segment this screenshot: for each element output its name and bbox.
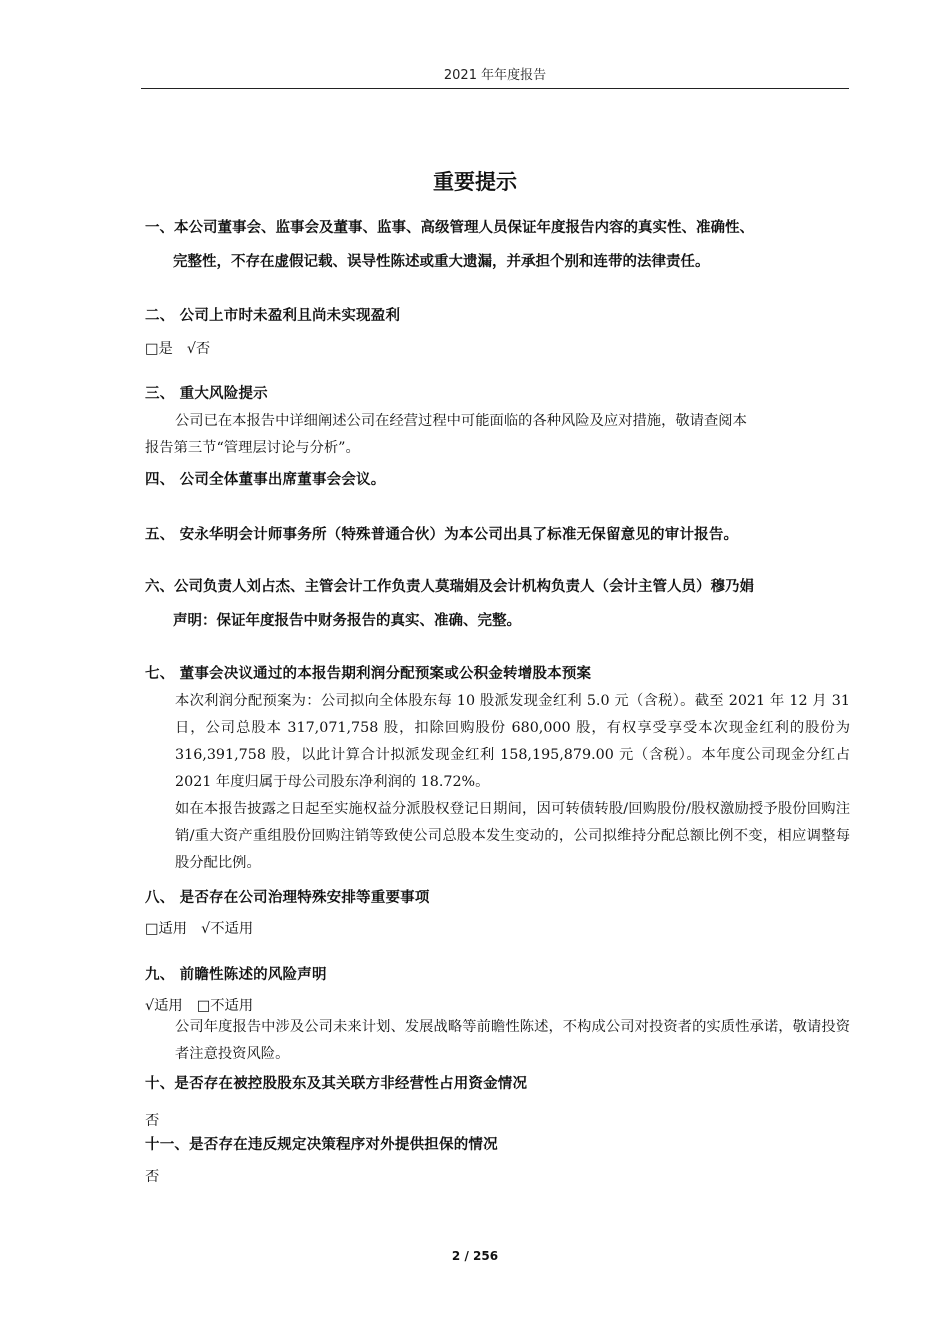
running-header: 2021 年年度报告 [443,68,547,83]
section-eleven-heading: 十一、是否存在违反规定决策程序对外提供担保的情况 [145,1137,498,1153]
section-one [145,211,851,279]
section-eleven-answer: 否 [145,1169,160,1185]
section-two-options [145,338,224,358]
header-divider [141,88,849,89]
section-eight-heading: 八、 是否存在公司治理特殊安排等重要事项 [145,890,430,906]
section-ten-answer: 否 [145,1113,160,1129]
option-applicable-checked: √适用 [145,998,183,1014]
section-six-line2: 声明：保证年度报告中财务报告的真实、准确、完整。 [173,613,521,629]
option-applicable-unchecked: □适用 [145,921,188,937]
option-not-applicable-checked: √不适用 [201,921,254,937]
section-four-heading: 四、 公司全体董事出席董事会会议。 [145,472,386,488]
section-six [145,570,851,638]
section-nine-body [145,1014,850,1068]
section-three-line1: 公司已在本报告中详细阐述公司在经营过程中可能面临的各种风险及应对措施，敬请查阅本 [175,413,747,429]
section-two-heading: 二、 公司上市时未盈利且尚未实现盈利 [145,308,401,324]
section-seven-body [145,688,850,877]
section-three-heading: 三、 重大风险提示 [145,386,268,402]
page-title: 重要提示 [433,170,517,194]
section-eight-options [145,918,267,938]
section-six-line1: 六、公司负责人刘占杰、主管会计工作负责人莫瑞娟及会计机构负责人（会计主管人员）穆乃娟 [145,579,754,595]
option-yes-unchecked: □是 [145,341,173,357]
section-three-body [145,408,850,462]
section-ten-heading: 十、是否存在被控股股东及其关联方非经营性占用资金情况 [145,1076,528,1092]
section-nine-heading: 九、 前瞻性陈述的风险声明 [145,967,327,983]
section-seven-para1: 本次利润分配预案为：公司拟向全体股东每 10 股派发现金红利 5.0 元（含税）。截至 2021 年 12 月 31 日，公司总股本 317,071,758 股，扣除回购股份 680,000 股，有权享受享受本次现金红利的股份为 316,391,758 股，以此计算合计拟派发现金红利 158,195,879.00 元（含税）。本年度公司现金分红占 2021 年度归属于母公司股东净利润的 18.72%。 [175,693,850,790]
section-five-heading: 五、 安永华明会计师事务所（特殊普通合伙）为本公司出具了标准无保留意见的审计报告。 [145,527,739,543]
section-seven-para2: 如在本报告披露之日起至实施权益分派股权登记日期间，因可转债转股/回购股份/股权激励授予股份回购注销/重大资产重组股份回购注销等致使公司总股本发生变动的，公司拟维持分配总额比例不变，相应调整每股分配比例。 [175,801,850,871]
section-seven-heading: 七、 董事会决议通过的本报告期利润分配预案或公积金转增股本预案 [145,666,592,682]
section-one-line1: 一、本公司董事会、监事会及董事、监事、高级管理人员保证年度报告内容的真实性、准确性、 [145,220,754,236]
option-not-applicable-unchecked: □不适用 [196,998,254,1014]
section-three-line2: 报告第三节“管理层讨论与分析”。 [145,440,360,456]
page-number: 2 / 256 [451,1249,499,1263]
section-one-line2: 完整性，不存在虚假记载、误导性陈述或重大遗漏，并承担个别和连带的法律责任。 [173,254,710,270]
section-nine-options [145,995,267,1015]
option-no-checked: √否 [186,341,211,357]
section-nine-para: 公司年度报告中涉及公司未来计划、发展战略等前瞻性陈述，不构成公司对投资者的实质性承诺，敬请投资者注意投资风险。 [175,1019,850,1062]
